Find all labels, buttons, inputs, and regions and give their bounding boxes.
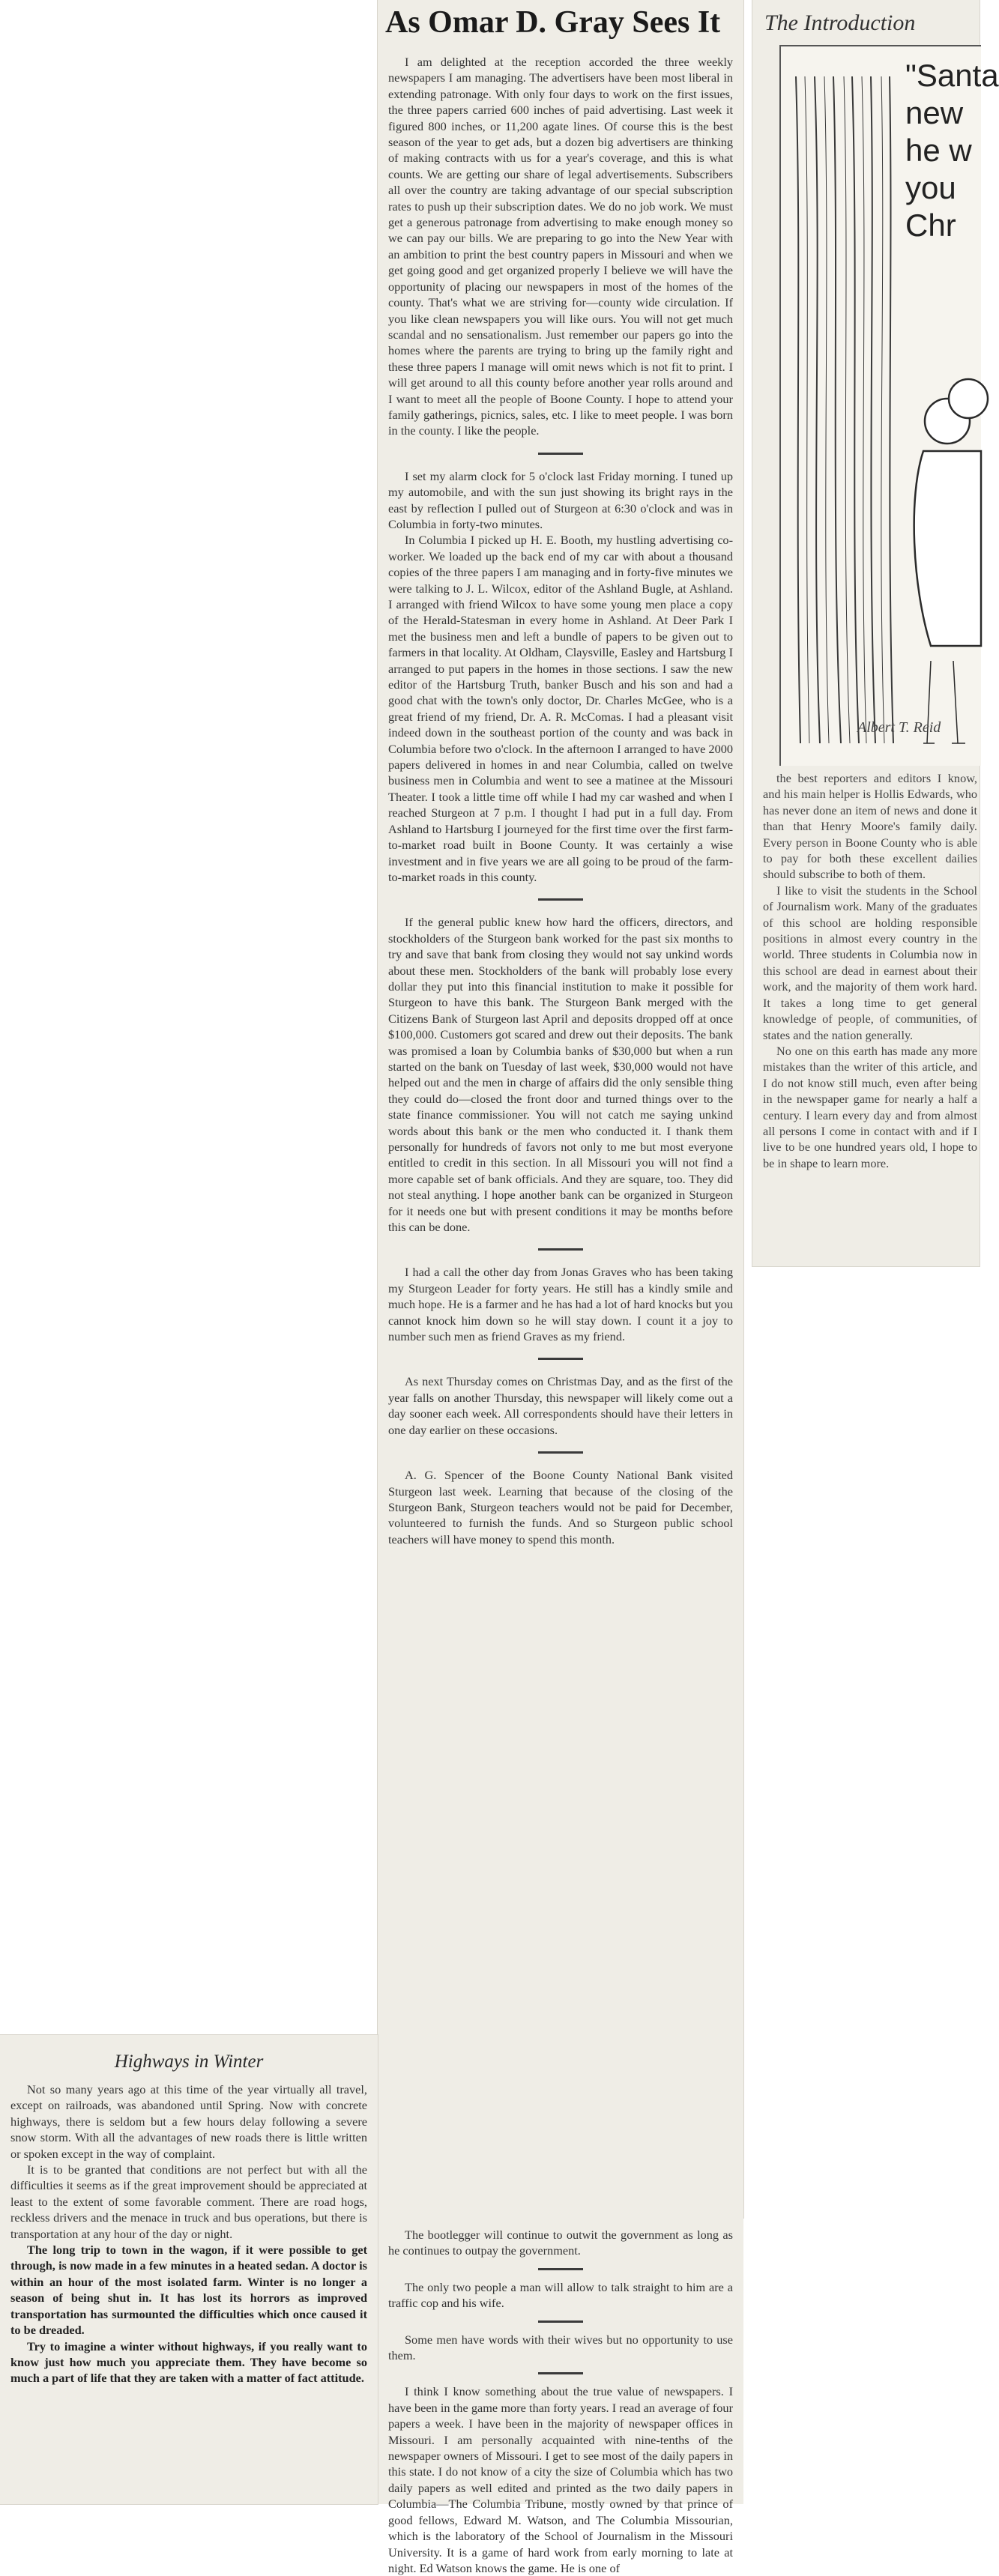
artist-signature: Albert T. Reid [857,719,941,736]
highways-in-winter-clipping [0,2035,378,2504]
editorial-paragraph: Not so many years ago at this time of the year virtually all travel, except on railroads, was abandoned until Spring. Now with concrete highways, there is seldom but a few hours delay following a severe snow storm. With all the advantages of new roads there is little written or spoken except in the way of complaint. [10,2082,367,2161]
article-headline: As Omar D. Gray Sees It [385,5,721,40]
section-divider [538,2268,583,2270]
article-paragraph: If the general public knew how hard the officers, directors, and stockholders of the Sturgeon bank worked for the past six months to try and save that bank from closing they would not say unkind words about these men. Stockholders of the bank will probably lose every dollar they put into this financial institution to make it possible for Sturgeon to have this bank. The Sturgeon Bank merged with the Citizens Bank of Sturgeon last April and deposits dropped off at once $100,000. Customers got scared and drew out their deposits. The bank was promised a loan by Columbia banks of $30,000 but when a run started on the bank on Tuesday of last week, $30,000 would not have helped out and the men in charge of affairs did the only sensible thing they could do—closed the front door and turned things over to the state finance commissioner. You will not catch me saying unkind words about this bank or the men who conducted it. I thank them personally for hundreds of favors not only to me but most everyone entitled to credit in this section. In all Missouri you will not find a more capable set of bank officials. And they are square, too. They did not steal anything. I hope another bank can be organized in Sturgeon for it needs one but with present conditions it may be months before this can be done. [388,915,733,1235]
editorial-paragraph: Try to imagine a winter without highways, if you really want to know just how much you appreciate them. They have become so much a part of life that they are taken with a matter of fact attitude. [10,2338,367,2386]
article-paragraph: As next Thursday comes on Christmas Day, and as the first of the year falls on another Thursday, this newspaper will likely come out a day sooner each week. All correspondents should have their letters in one day earlier on these occasions. [388,1374,733,1437]
section-divider [538,1451,583,1454]
main-column-continuation [378,2218,743,2575]
article-paragraph: Some men have words with their wives but no opportunity to use them. [388,2332,733,2363]
main-column-clipping [378,0,743,2218]
article-paragraph: I think I know something about the true value of newspapers. I have been in the game more than forty years. I read an average of four papers a week. I have been in the majority of newspaper offices in Missouri. I am personally acquainted with nine-tenths of the newspaper owners of Missouri. I get to see most of the daily papers in this state. I do not know of a city the size of Columbia which has two daily papers as well edited and printed as the two daily papers in Columbia—The Columbia Tribune, mostly owned by that prince of good fellows, Edward M. Watson, and The Columbia Missourian, which is the laboratory of the School of Journalism in the Missouri University. It is a game of hard work from early morning to late at night. Ed Watson knows the game. He is one of [388,2384,733,2575]
section-divider [538,1248,583,1251]
section-divider [538,2372,583,2374]
speech-bubble-text: "Santa new he w you Chr [905,58,999,243]
section-divider [538,453,583,455]
cartoon-title: The Introduction [764,10,916,35]
section-divider [538,898,583,901]
article-paragraph: I am delighted at the reception accorded the three weekly newspapers I am managing. The advertisers have been most liberal in extending patronage. With only four days to work on the first issues, the three papers carried 600 inches of paid advertising. Last week it figured 800 inches, or 11,200 agate lines. Of course this is the best season of the year to get ads, but a dozen big advertisers are thinking of making contracts with us for a year's coverage, and this is what counts. We are getting our share of legal advertisements. Subscribers all over the country are taking advantage of our special subscription rates to push up their subscription dates. We do no job work. We must get a generous patronage from advertising to make enough money so we can pay our bills. We are preparing to go into the New Year with an ambition to print the best country papers in Missouri and when we get going good and get organized properly I believe we will have the opportunity of placing our newspapers in most of the homes of the county. That's what we are striving for—county wide circulation. If you like clean newspapers you will like ours. You will not get much scandal and no sensationalism. Just remember our papers go into the homes where the parents are trying to bring up the family right and these three papers I manage will omit news which is not fit to print. I will get around to all this county before another year rolls around and I want to meet all the people of Boone County. I hope to attend your family gatherings, picnics, sales, etc. I like to meet people. I was born in the county. I like the people. [388,55,733,438]
article-paragraph: The only two people a man will allow to talk straight to him are a traffic cop and his wife. [388,2279,733,2311]
editorial-heading: Highways in Winter [114,2052,264,2072]
article-paragraph: In Columbia I picked up H. E. Booth, my hustling advertising co-worker. We loaded up the back end of my car with about a thousand copies of the three papers I am managing and in forty-five minutes we were talking to J. L. Wilcox, editor of the Ashland Bugle, at Ashland. I arranged with friend Wilcox to have some young men place a copy of the Herald-Statesman in every home in Ashland. At Deer Park I met the business men and left a bundle of papers to be given out to farmers in that locality. At Oldham, Claysville, Easley and Hartsburg I arranged to put papers in the homes in those sections. I saw the new editor of the Hartsburg Truth, banker Busch and his son and had a good chat with the town's only doctor, Dr. Charles McGee, who is a great friend of my friend, Dr. A. R. McComas. I had a pleasant visit indeed down in the southeast portion of the county and was back in Columbia before two o'clock. In the afternoon I arranged to have 2000 papers delivered in homes in and near Columbia, called on twelve business men in Columbia and went to see a matinee at the Missouri Theater. I took a little time off while I had my car washed and when I reached Sturgeon at 7 p.m. I thought I had put in a full day. From Ashland to Hartsburg I journeyed for the first time over the first farm-to-market road built in Boone County. It was certainly a wise investment and in five years we are all going to be proud of the farm-to-market roads in this county. [388,533,733,884]
article-paragraph: No one on this earth has made any more mistakes than the writer of this article, and I do not know still much, even after being in the newspaper game for nearly a half a century. I learn every day and from almost all persons I come in contact with and if I live to be one hundred years old, I hope to be in shape to learn more. [763,1043,977,1170]
right-column-clipping [752,0,999,1266]
editorial-paragraph: It is to be granted that conditions are not perfect but with all the difficulties it seems as if the great improvement should be appreciated at least to the extent of some favorable comment. There are road hogs, reckless drivers and the menace in truck and bus operations, but there is transportation at any hour of the day or night. [10,2162,367,2241]
article-paragraph: The bootlegger will continue to outwit the government as long as he continues to outpay the government. [388,2228,733,2258]
editorial-paragraph: The long trip to town in the wagon, if it were possible to get through, is now made in a few minutes in a heated sedan. A doctor is within an hour of the most isolated farm. Winter is no longer a season of being shut in. It has lost its horrors as improved transportation has surmounted the difficulties which once caused it to be dreaded. [10,2243,367,2338]
article-paragraph: I set my alarm clock for 5 o'clock last Friday morning. I tuned up my automobile, and with the sun just showing its bright rays in the east by reflection I pulled out of Sturgeon at 6:30 o'clock and was in Columbia in forty-two minutes. [388,468,733,531]
article-paragraph: I had a call the other day from Jonas Graves who has been taking my Sturgeon Leader for forty years. He still has a kindly smile and much hope. He is a farmer and he has had a lot of hard knocks but you cannot knock him down so he will stay down. I count it a joy to number such men as friend Graves as my friend. [388,1265,733,1344]
article-paragraph: A. G. Spencer of the Boone County National Bank visited Sturgeon last week. Learning that because of the closing of the Sturgeon Bank, Sturgeon teachers would not be paid for December, volunteered to furnish the funds. And so Sturgeon public school teachers will have money to spend this month. [388,1468,733,1546]
article-paragraph: the best reporters and editors I know, and his main helper is Hollis Edwards, who has never done an item of news and done it than that Henry Moore's family daily. Every person in Boone County who is able to pay for both these excellent dailies should subscribe to both of them. [763,771,977,882]
right-column-text [763,770,977,1171]
article-paragraph: I like to visit the students in the School of Journalism work. Many of the graduates of this school are holding responsible positions in almost every country in the world. Three students in Columbia now in this school are dead in earnest about their work, and the majority of them work hard. It takes a long time to get general knowledge of people, of communities, of states and the nation generally. [763,883,977,1042]
section-divider [538,2320,583,2323]
section-divider [538,1358,583,1360]
